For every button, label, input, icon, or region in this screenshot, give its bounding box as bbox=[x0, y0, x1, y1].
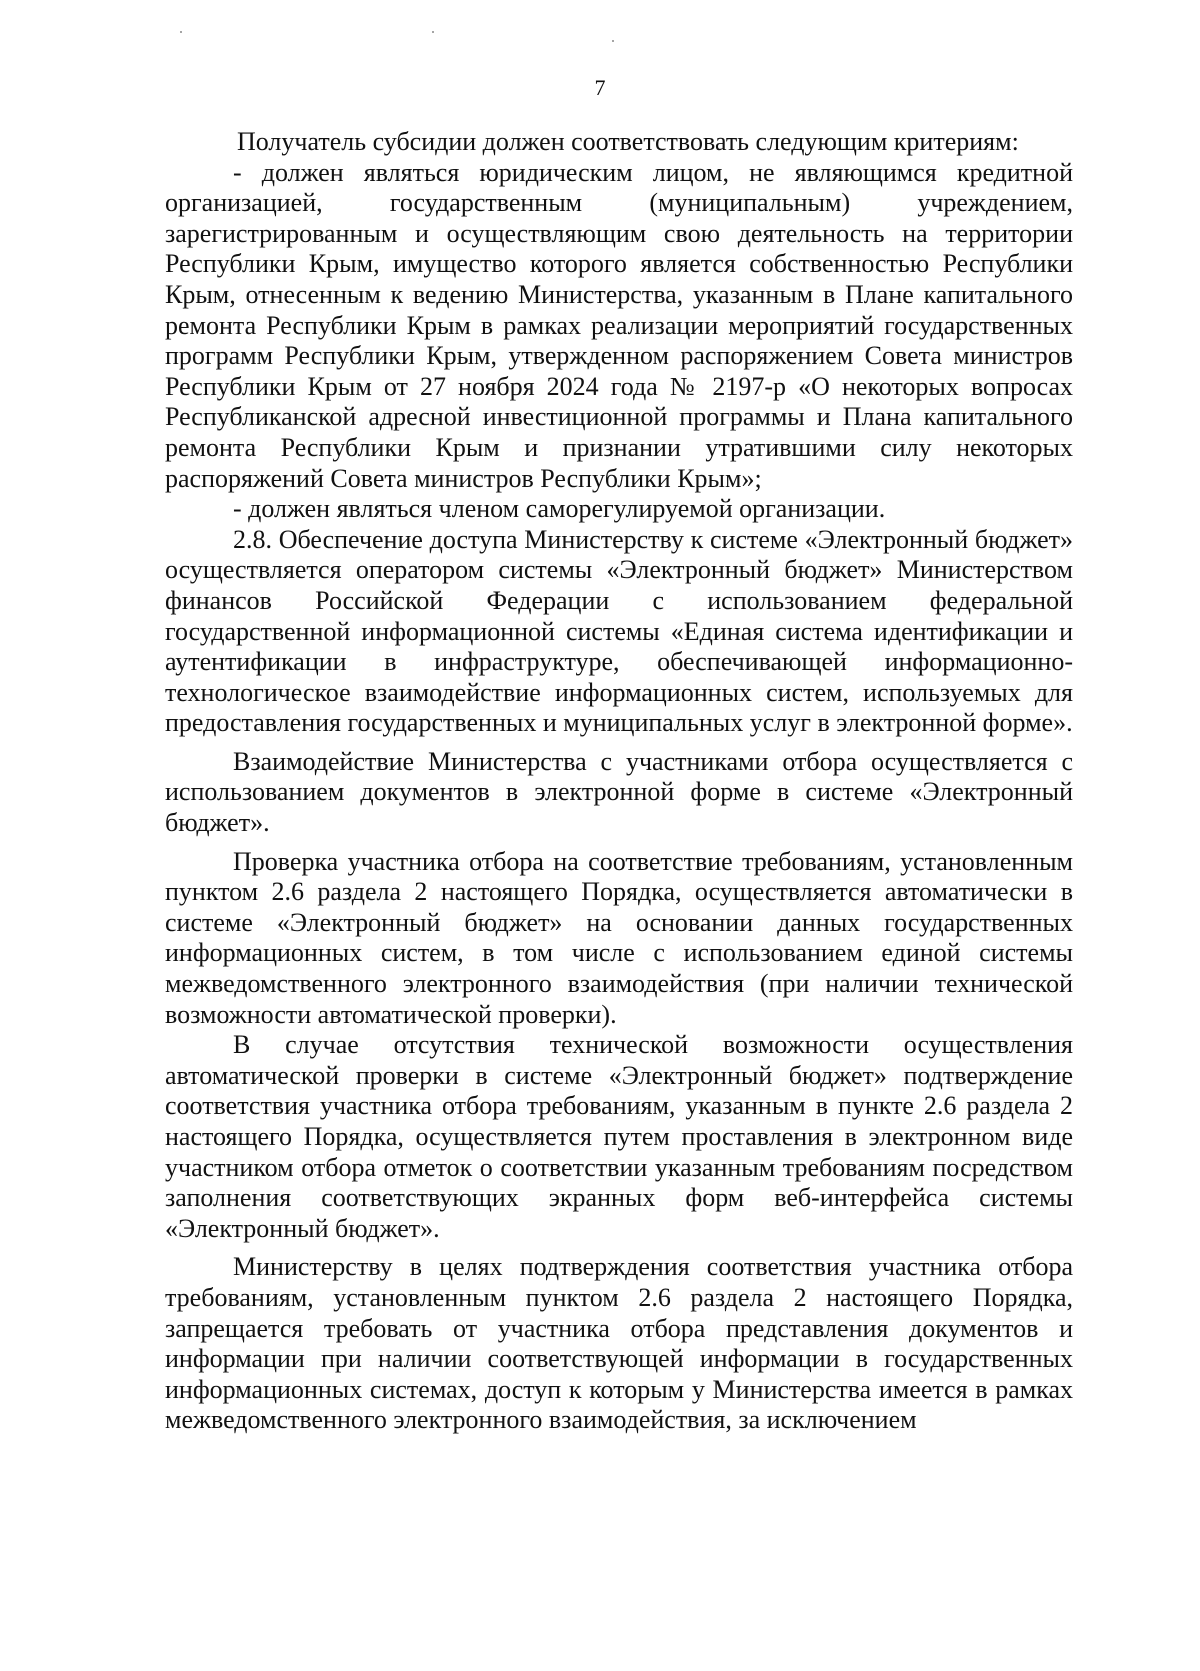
criterion-sro-member: - должен являться членом саморегулируемой организации. bbox=[233, 494, 886, 524]
scan-speck bbox=[180, 31, 182, 33]
clause-2-8: 2.8. Обеспечение доступа Министерству к системе «Электронный бюджет» осуществляется оператором системы «Электронный бюджет» Министерством финансов Российской Федерации с использованием федеральной государственной информационной системы «Единая система идентификации и аутентификации в инфраструктуре, обеспечивающей информационно-технологическое взаимодействие информационных систем, используемых для предоставления государственных и муниципальных услуг в электронной форме». bbox=[165, 524, 1073, 738]
scan-speck bbox=[432, 31, 434, 33]
paragraph-spacer bbox=[165, 739, 1073, 747]
scan-speck bbox=[612, 40, 614, 42]
criterion-legal-entity: - должен являться юридическим лицом, не являющимся кредитной организацией, государственным (муниципальным) учреждением, зарегистрированным и осуществляющим свою деятельность на территории Республики Крым, имущество которого является собственностью Республики Крым, отнесенным к ведению Министерства, указанным в Плане капитального ремонта Республики Крым в рамках реализации мероприятий государственных программ Республики Крым, утвержденном распоряжением Совета министров Республики Крым от 27 ноября 2024 года № 2197-р «О некоторых вопросах Республиканской адресной инвестиционной программы и Плана капитального ремонта Республики Крым и признании утратившими силу некоторых распоряжений Совета министров Республики Крым»; bbox=[165, 157, 1073, 493]
manual-verification-paragraph: В случае отсутствия технической возможности осуществления автоматической проверки в системе «Электронный бюджет» подтверждение соответствия участника отбора требованиям, указанным в пункте 2.6 раздела 2 настоящего Порядка, осуществляется путем проставления в электронном виде участником отбора отметок о соответствии указанным требованиям посредством заполнения соответствующих экранных форм веб-интерфейса системы «Электронный бюджет». bbox=[165, 1030, 1073, 1243]
verification-paragraph: Проверка участника отбора на соответствие требованиям, установленным пунктом 2.6 раздела 2 настоящего Порядка, осуществляется автоматически в системе «Электронный бюджет» на основании данных государственных информационных систем, в том числе с использованием единой системы межведомственного электронного взаимодействия (при наличии технической возможности автоматической проверки). bbox=[165, 846, 1073, 1029]
interaction-paragraph: Взаимодействие Министерства с участниками отбора осуществляется с использованием документов в электронной форме в системе «Электронный бюджет». bbox=[165, 746, 1073, 838]
ministry-prohibition-paragraph: Министерству в целях подтверждения соответствия участника отбора требованиям, установленным пунктом 2.6 раздела 2 настоящего Порядка, запрещается требовать от участника отбора представления документов и информации при наличии соответствующей информации в государственных информационных системах, доступ к которым у Министерства имеется в рамках межведомственного электронного взаимодействия, за исключением bbox=[165, 1252, 1073, 1435]
paragraph-spacer bbox=[165, 1244, 1073, 1252]
page-number: 7 bbox=[594, 75, 606, 100]
document-body bbox=[165, 127, 1073, 1436]
paragraph-spacer bbox=[165, 839, 1073, 847]
criteria-intro: Получатель субсидии должен соответствовать следующим критериям: bbox=[237, 127, 1019, 156]
